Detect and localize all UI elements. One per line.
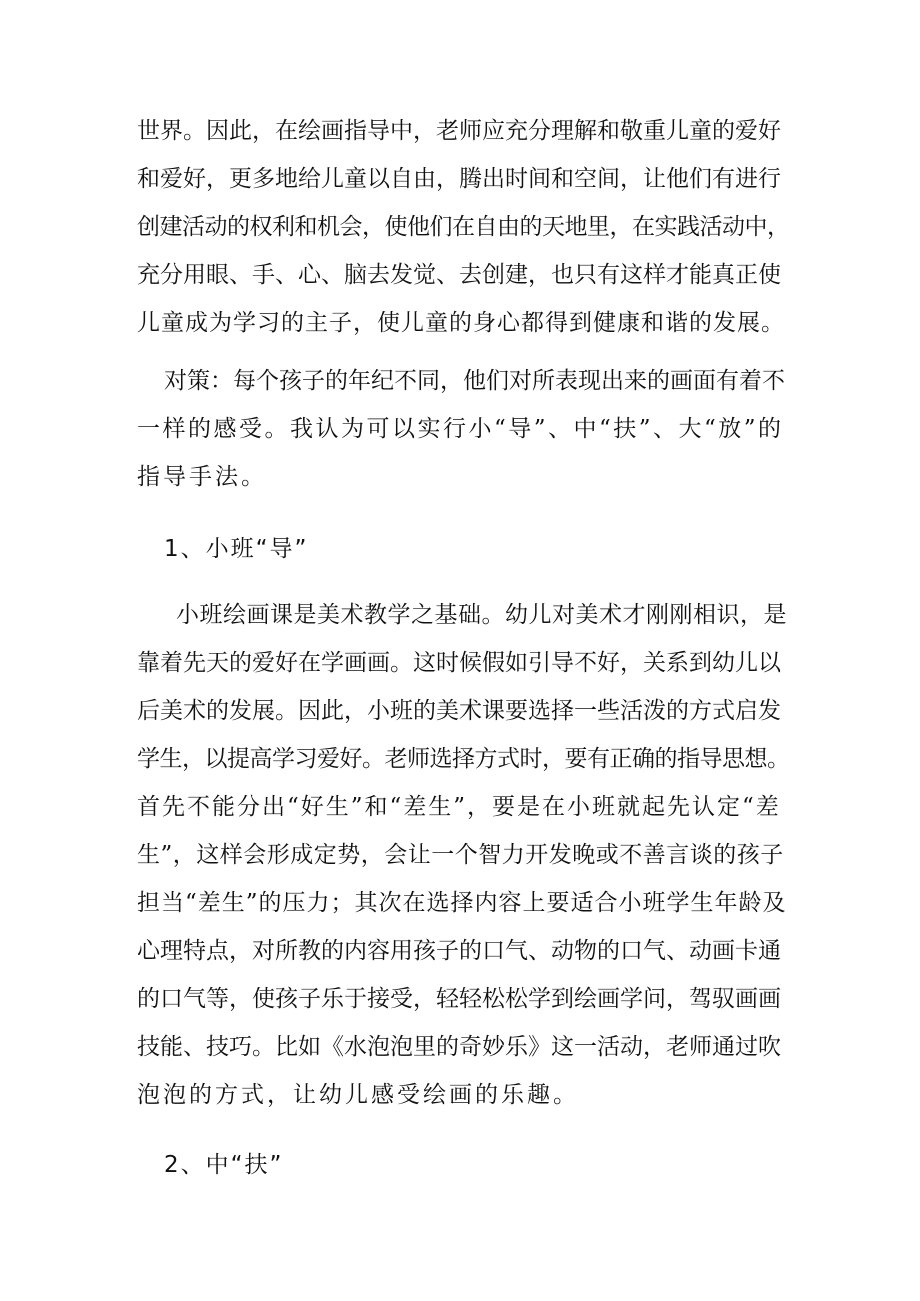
paragraph-line: 和爱好，更多地给儿童以自由，腾出时间和空间，让他们有进行 <box>137 166 781 192</box>
paragraph-line: 儿童成为学习的主子，使儿童的身心都得到健康和谐的发展。 <box>137 310 785 336</box>
paragraph-line: 小班绘画课是美术教学之基础。幼儿对美术才刚刚相识，是 <box>176 602 787 628</box>
paragraph-line: 泡泡的方式，让幼儿感受绘画的乐趣。 <box>137 1082 579 1108</box>
paragraph-line: 对策：每个孩子的年纪不同，他们对所表现出来的画面有着不 <box>164 368 785 394</box>
paragraph-line: 学生，以提高学习爱好。老师选择方式时，要有正确的指导思想。 <box>137 746 790 772</box>
paragraph-line: 后美术的发展。因此，小班的美术课要选择一些活泼的方式启发 <box>137 698 781 724</box>
paragraph-line: 指导手法。 <box>137 464 267 490</box>
paragraph-line: 担当“差生”的压力；其次在选择内容上要适合小班学生年龄及 <box>137 890 787 916</box>
paragraph-line: 靠着先天的爱好在学画画。这时候假如引导不好，关系到幼儿以 <box>137 650 781 676</box>
section-heading: 1、小班“导” <box>164 536 309 562</box>
section-heading: 2、中“扶” <box>164 1152 284 1178</box>
paragraph-line: 创建活动的权利和机会，使他们在自由的天地里，在实践活动中， <box>137 214 790 240</box>
paragraph-line: 心理特点，对所教的内容用孩子的口气、动物的口气、动画卡通 <box>137 938 781 964</box>
paragraph-line: 技能、技巧。比如《水泡泡里的奇妙乐》这一活动，老师通过吹 <box>137 1034 781 1060</box>
paragraph-line: 首先不能分出“好生”和“差生”，要是在小班就起先认定“差 <box>137 794 781 820</box>
paragraph-line: 充分用眼、手、心、脑去发觉、去创建，也只有这样才能真正使 <box>137 262 781 288</box>
paragraph-line: 生”，这样会形成定势，会让一个智力开发晚或不善言谈的孩子 <box>137 842 784 868</box>
paragraph-line: 的口气等，使孩子乐于接受，轻轻松松学到绘画学问，驾驭画画 <box>137 986 781 1012</box>
paragraph-line: 世界。因此，在绘画指导中，老师应充分理解和敬重儿童的爱好 <box>137 118 781 144</box>
paragraph-line: 一样的感受。我认为可以实行小“导”、中“扶”、大“放”的 <box>137 416 784 442</box>
